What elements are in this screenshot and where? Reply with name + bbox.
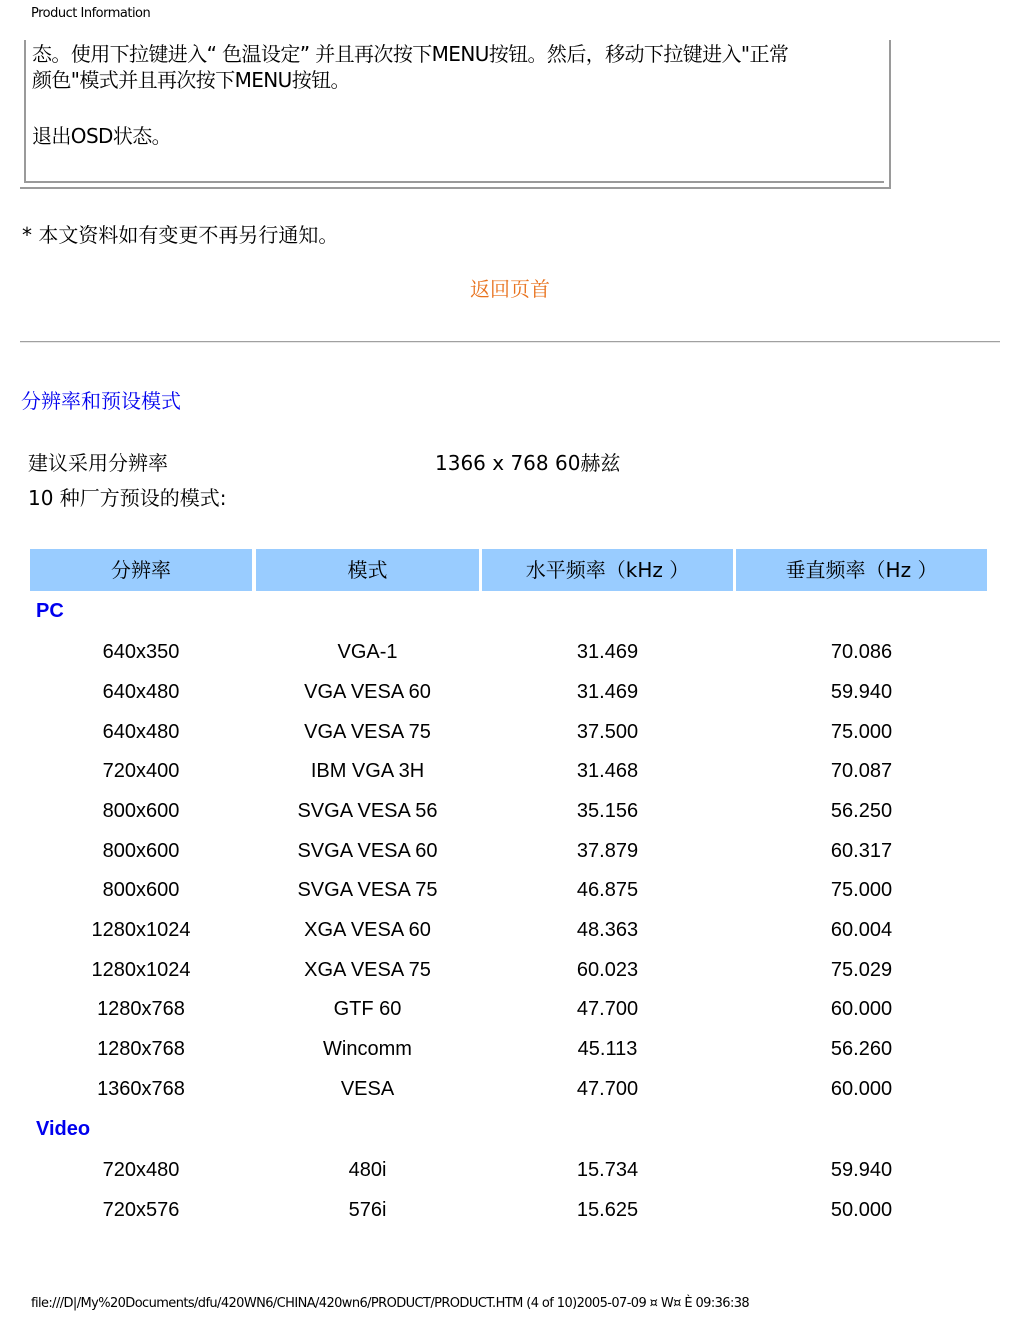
cell-mode: GTF 60 [333, 998, 402, 1020]
cell-mode: VESA [340, 1078, 395, 1100]
cell-resolution: 720x576 [102, 1199, 180, 1221]
recommended-label: 建议采用分辨率 [28, 451, 168, 475]
cell-v-freq: 59.940 [830, 1159, 893, 1181]
cell-v-freq: 59.940 [830, 681, 893, 703]
divider [20, 341, 1000, 343]
cell-resolution: 1280x768 [97, 1038, 185, 1060]
cell-v-freq: 60.000 [830, 1078, 893, 1100]
cell-h-freq: 31.468 [576, 760, 639, 782]
cell-v-freq: 75.000 [830, 721, 893, 743]
table-row [0, 998, 1020, 1028]
cell-v-freq: 56.260 [830, 1038, 893, 1060]
header-resolution: 分辨率 [30, 549, 252, 591]
cell-mode: IBM VGA 3H [310, 760, 425, 782]
table-row [0, 800, 1020, 830]
cell-resolution: 800x600 [102, 879, 180, 901]
cell-v-freq: 75.029 [830, 959, 893, 981]
cell-resolution: 720x480 [102, 1159, 180, 1181]
cell-h-freq: 31.469 [576, 641, 639, 663]
instruction-box-inner [24, 40, 884, 183]
section-title: 分辨率和预设模式 [21, 389, 181, 413]
instruction-box [20, 40, 891, 189]
cell-resolution: 1280x1024 [91, 919, 191, 941]
table-row [0, 840, 1020, 870]
cell-mode: 480i [348, 1159, 387, 1181]
cell-h-freq: 15.734 [576, 1159, 639, 1181]
cell-mode: 576i [348, 1199, 387, 1221]
header-mode: 模式 [256, 549, 479, 591]
cell-h-freq: 37.500 [576, 721, 639, 743]
cell-mode: SVGA VESA 60 [297, 840, 438, 862]
cell-resolution: 640x350 [102, 641, 180, 663]
group-label-pc: PC [36, 600, 64, 622]
cell-resolution: 640x480 [102, 681, 180, 703]
cell-mode: SVGA VESA 56 [297, 800, 438, 822]
cell-h-freq: 48.363 [576, 919, 639, 941]
cell-v-freq: 70.086 [830, 641, 893, 663]
cell-mode: VGA VESA 60 [304, 681, 431, 703]
table-row [0, 721, 1020, 751]
group-label-video: Video [36, 1118, 91, 1140]
cell-h-freq: 47.700 [576, 1078, 639, 1100]
cell-v-freq: 60.317 [830, 840, 893, 862]
cell-v-freq: 50.000 [830, 1199, 893, 1221]
header-h-freq: 水平频率（kHz ） [482, 549, 733, 591]
cell-resolution: 1280x1024 [91, 959, 191, 981]
table-row [0, 879, 1020, 909]
cell-mode: XGA VESA 60 [304, 919, 431, 941]
page-footer: file:///D|/My%20Documents/dfu/420WN6/CHINA/420wn6/PRODUCT/PRODUCT.HTM (4 of 10)2005-07-09 ¤ W¤ È 09:36:38 [31, 1296, 750, 1311]
table-row [0, 1199, 1020, 1229]
cell-v-freq: 56.250 [830, 800, 893, 822]
table-row [0, 681, 1020, 711]
table-row [0, 1078, 1020, 1108]
header-v-freq: 垂直频率（Hz ） [736, 549, 987, 591]
table-row [0, 1038, 1020, 1068]
cell-resolution: 1360x768 [97, 1078, 185, 1100]
table-row [0, 641, 1020, 671]
cell-h-freq: 47.700 [576, 998, 639, 1020]
cell-v-freq: 75.000 [830, 879, 893, 901]
cell-v-freq: 60.004 [830, 919, 893, 941]
instruction-line: 态。使用下拉键进入“ 色温设定” 并且再次按下MENU按钮。然后，移动下拉键进入"正常 [32, 42, 789, 66]
cell-mode: Wincomm [323, 1038, 412, 1060]
table-row [0, 760, 1020, 790]
cell-h-freq: 45.113 [577, 1038, 638, 1060]
cell-h-freq: 31.469 [576, 681, 639, 703]
cell-resolution: 1280x768 [97, 998, 185, 1020]
cell-h-freq: 46.875 [576, 879, 639, 901]
table-row [0, 959, 1020, 989]
cell-h-freq: 60.023 [576, 959, 639, 981]
recommended-value: 1366 x 768 60赫兹 [435, 451, 621, 475]
instruction-line: 退出OSD状态。 [32, 124, 172, 148]
back-to-top-link[interactable]: 返回页首 [470, 277, 550, 301]
instruction-line: 颜色"模式并且再次按下MENU按钮。 [32, 68, 350, 92]
table-row [0, 1159, 1020, 1189]
cell-h-freq: 15.625 [576, 1199, 639, 1221]
cell-resolution: 800x600 [102, 800, 180, 822]
cell-mode: VGA-1 [337, 641, 398, 663]
modes-count: 10 种厂方预设的模式: [28, 486, 227, 510]
cell-resolution: 720x400 [102, 760, 180, 782]
cell-resolution: 640x480 [102, 721, 180, 743]
change-notice: * 本文资料如有变更不再另行通知。 [22, 223, 339, 247]
cell-mode: XGA VESA 75 [304, 959, 431, 981]
page-header: Product Information [31, 6, 151, 21]
cell-h-freq: 37.879 [576, 840, 639, 862]
cell-v-freq: 60.000 [830, 998, 893, 1020]
cell-mode: VGA VESA 75 [304, 721, 431, 743]
cell-mode: SVGA VESA 75 [297, 879, 438, 901]
cell-h-freq: 35.156 [576, 800, 639, 822]
cell-v-freq: 70.087 [830, 760, 893, 782]
instruction-text [32, 41, 882, 149]
table-row [0, 919, 1020, 949]
cell-resolution: 800x600 [102, 840, 180, 862]
